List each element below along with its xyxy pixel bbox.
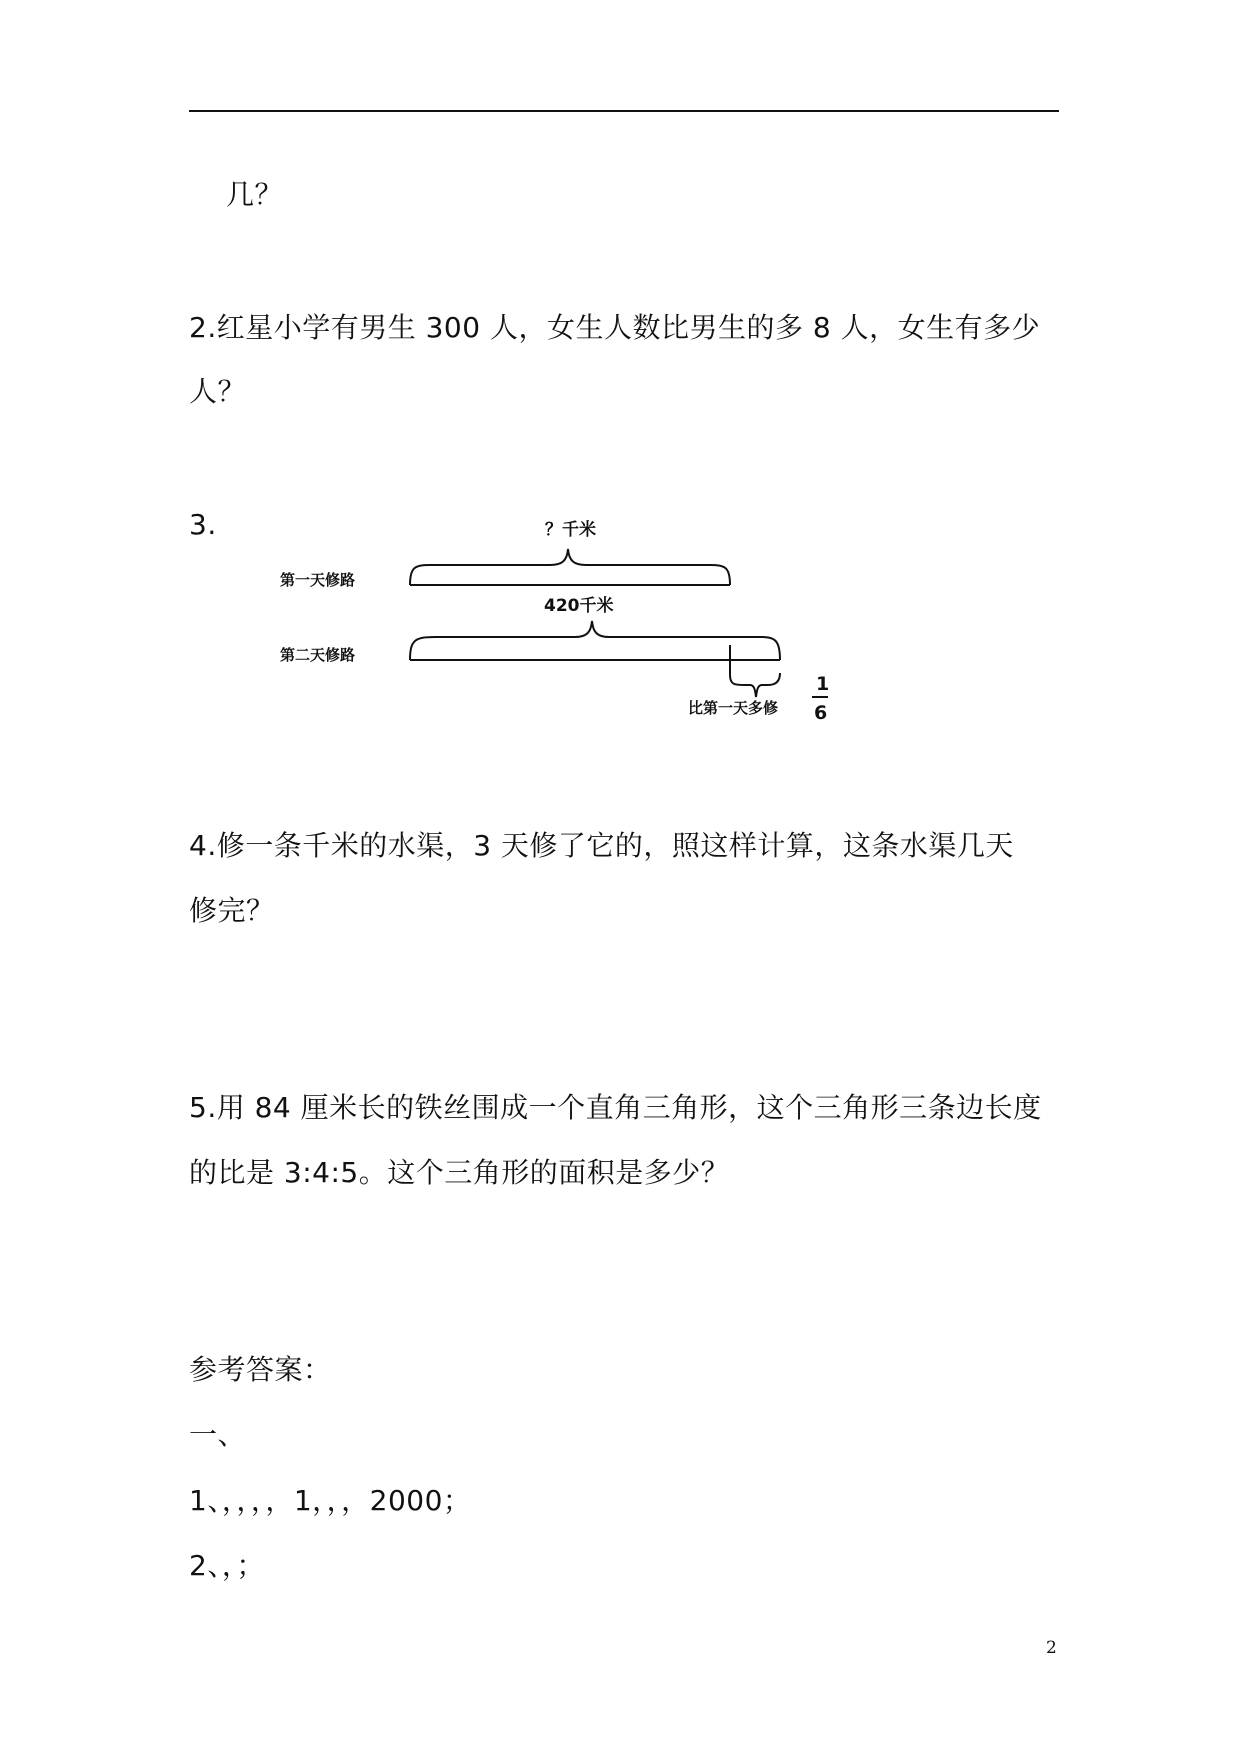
answer-1: 1、，，，，1，，，2000； bbox=[189, 1484, 472, 1517]
question-5-line-2: 的比是 3:4:5。这个三角形的面积是多少？ bbox=[189, 1156, 730, 1189]
fraction-denominator: 6 bbox=[814, 702, 828, 724]
answer-key-title: 参考答案： bbox=[189, 1353, 332, 1386]
answer-2: 2、，； bbox=[189, 1549, 265, 1582]
answer-section-1: 一、 bbox=[189, 1418, 247, 1451]
question-2-line-2: 人？ bbox=[189, 375, 247, 408]
top-brace-label: ？千米 bbox=[545, 520, 596, 540]
extra-brace bbox=[730, 660, 780, 697]
extra-label: 比第一天多修 bbox=[688, 699, 779, 717]
mid-brace-label: 420千米 bbox=[544, 596, 614, 616]
question-2-line-1: 2.红星小学有男生 300 人，女生人数比男生的多 8 人，女生有多少 bbox=[189, 311, 1041, 344]
question-3-number: 3. bbox=[189, 508, 217, 541]
text-line: 几？ bbox=[226, 178, 284, 211]
question-5-line-1: 5.用 84 厘米长的铁丝围成一个直角三角形，这个三角形三条边长度 bbox=[189, 1091, 1042, 1124]
top-brace bbox=[410, 549, 730, 585]
fraction-numerator: 1 bbox=[816, 673, 830, 695]
first-day-label: 第一天修路 bbox=[280, 571, 356, 589]
mid-brace bbox=[410, 621, 780, 660]
line-segment-diagram bbox=[270, 505, 850, 745]
header-rule bbox=[189, 110, 1059, 112]
question-4-line-1: 4.修一条千米的水渠，3 天修了它的，照这样计算，这条水渠几天 bbox=[189, 829, 1014, 862]
page-number: 2 bbox=[1046, 1638, 1057, 1658]
question-4-line-2: 修完？ bbox=[189, 894, 275, 927]
second-day-label: 第二天修路 bbox=[280, 646, 356, 664]
